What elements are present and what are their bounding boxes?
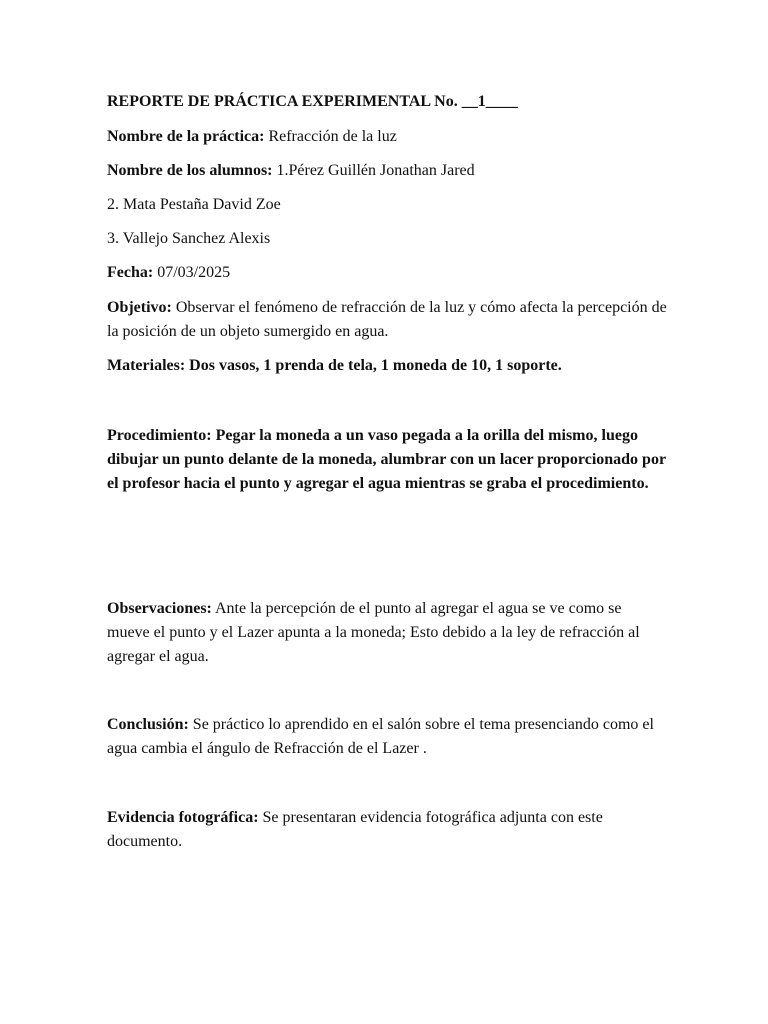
materials-paragraph: Materiales: Dos vasos, 1 prenda de tela, 1 moneda de 10, 1 soporte. <box>107 357 562 374</box>
date-line <box>107 261 667 285</box>
practice-name-label: Nombre de la práctica: <box>107 128 265 145</box>
observations-label: Observaciones: <box>107 600 212 617</box>
objective-value: Observar el fenómeno de refracción de la luz y cómo afecta la percepción de la posición de un objeto sumergido en agua. <box>107 299 667 340</box>
student-3: 3. Vallejo Sanchez Alexis <box>107 230 271 247</box>
report-title: REPORTE DE PRÁCTICA EXPERIMENTAL No. __1____ <box>107 93 518 110</box>
procedure-paragraph: Procedimiento: Pegar la moneda a un vaso pegada a la orilla del mismo, luego dibujar un punto delante de la moneda, alumbrar con un lacer proporcionado por el profesor hacia el punto y agregar el agua mientras se graba el procedimiento. <box>107 427 666 492</box>
conclusion-paragraph <box>107 713 667 761</box>
conclusion-label: Conclusión: <box>107 716 189 733</box>
practice-name-value: Refracción de la luz <box>264 128 397 145</box>
observations-value: Ante la percepción de el punto al agregar el agua se ve como se mueve el punto y el Lazer apunta a la moneda; Esto debido a la ley de refracción al agregar el agua. <box>107 600 640 665</box>
practice-name-line <box>107 125 667 149</box>
observations-paragraph <box>107 597 667 669</box>
conclusion-value: Se práctico lo aprendido en el salón sobre el tema presenciando como el agua cambia el ángulo de Refracción de el Lazer . <box>107 716 654 757</box>
evidence-label: Evidencia fotográfica: <box>107 809 259 826</box>
date-value: 07/03/2025 <box>153 264 231 281</box>
objective-label: Objetivo: <box>107 299 172 316</box>
student-1: 1.Pérez Guillén Jonathan Jared <box>272 162 475 179</box>
students-label: Nombre de los alumnos: <box>107 162 273 179</box>
date-label: Fecha: <box>107 264 154 281</box>
evidence-paragraph <box>107 806 667 854</box>
objective-paragraph <box>107 296 667 344</box>
student-2: 2. Mata Pestaña David Zoe <box>107 196 281 213</box>
students-line <box>107 159 667 183</box>
evidence-value: Se presentaran evidencia fotográfica adjunta con este documento. <box>107 809 603 850</box>
